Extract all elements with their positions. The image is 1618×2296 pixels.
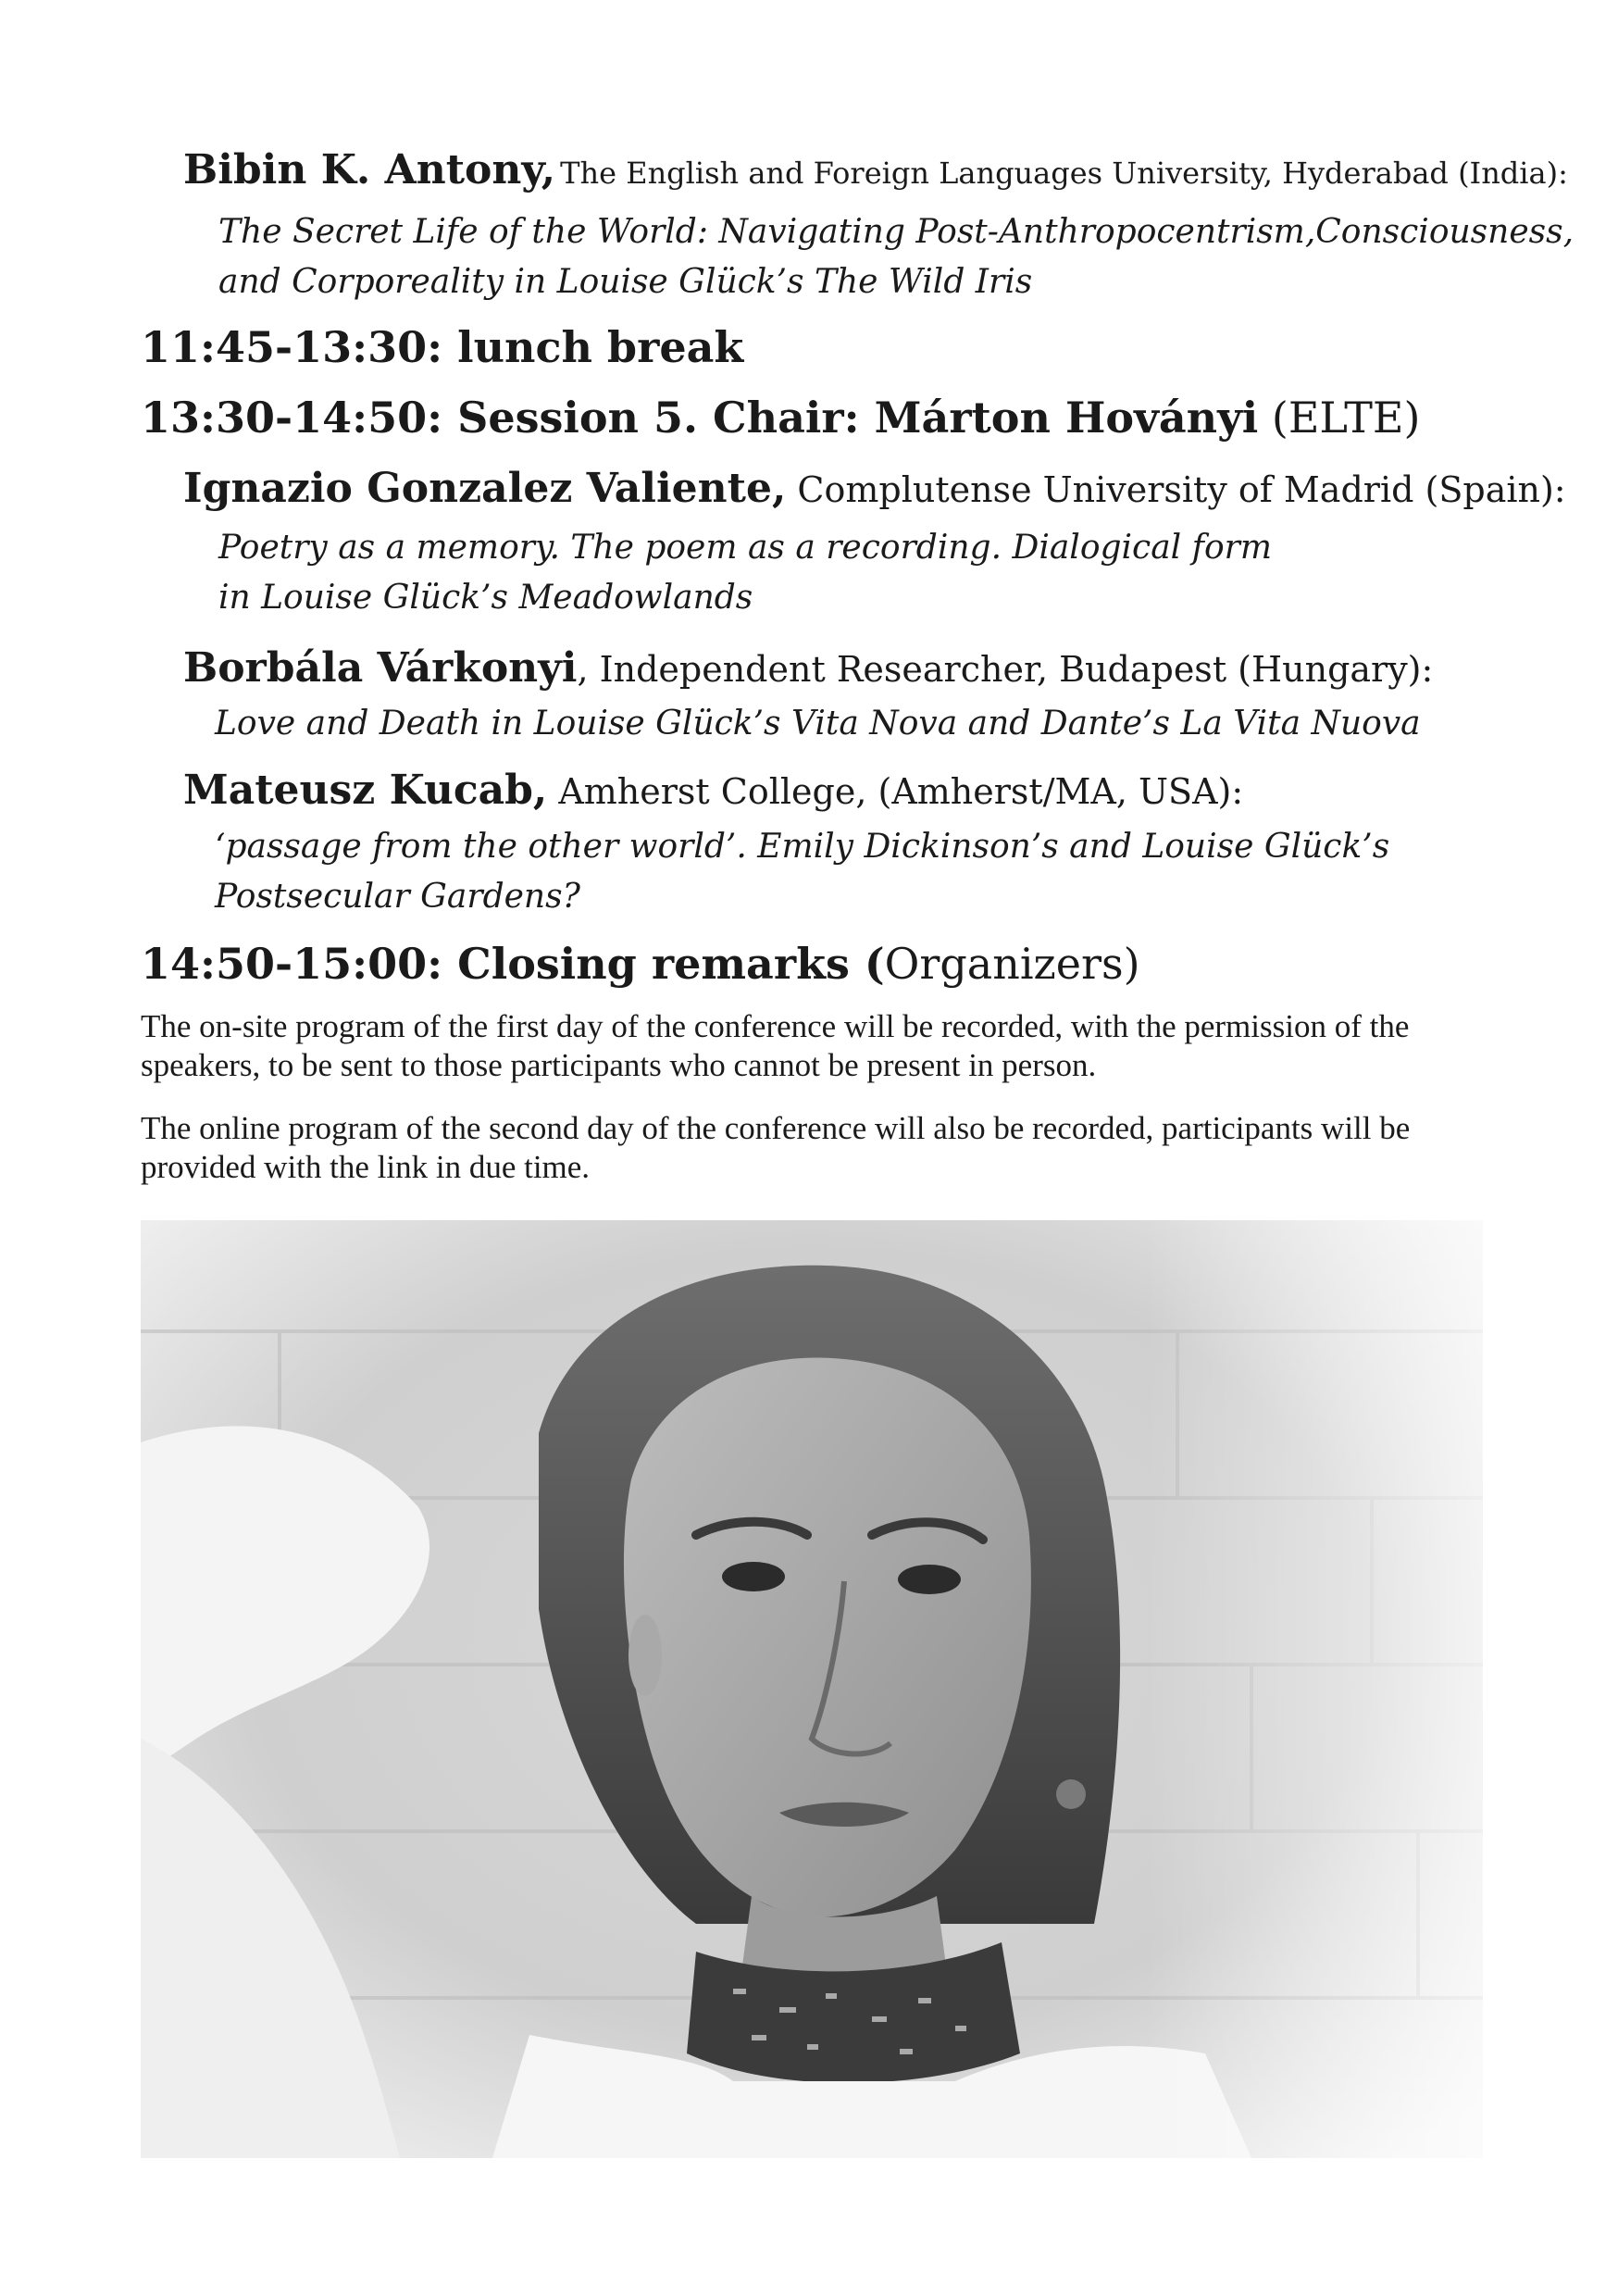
talk-title <box>215 699 1421 749</box>
talk-title-line: and Corporeality in Louise Glück’s The Wild Iris <box>218 263 1033 301</box>
speaker-affiliation: Amherst College, (Amherst/MA, USA): <box>547 771 1244 812</box>
closing-remarks-slot <box>141 939 1140 989</box>
lunch-break-slot <box>141 322 743 372</box>
talk-title <box>215 822 1389 922</box>
speaker-name: Borbála Várkonyi <box>183 644 578 692</box>
session-5-heading <box>141 393 1420 443</box>
chair-affiliation: (ELTE) <box>1258 393 1421 443</box>
portrait-image <box>141 1220 1483 2158</box>
session-heading: 13:30-14:50: Session 5. Chair: Márton Hoványi <box>141 393 1259 443</box>
speaker-name: Ignazio Gonzalez Valiente, <box>183 465 787 512</box>
note-onsite-recording: The on-site program of the first day of the conference will be recorded, with the permission of the speakers, to be sent to those participants who cannot be present in person. <box>141 1008 1410 1083</box>
speaker-affiliation: , Independent Researcher, Budapest (Hungary): <box>577 649 1434 690</box>
speaker-affiliation: The English and Foreign Languages University, Hyderabad (India): <box>560 156 1568 191</box>
talk-title <box>218 207 1574 307</box>
speaker-affiliation: Complutense University of Madrid (Spain): <box>786 469 1566 510</box>
note-online-recording: The online program of the second day of the conference will also be recorded, participants will be provided with the link in due time. <box>141 1110 1411 1185</box>
speaker-line-gonzalez <box>183 465 1566 512</box>
talk-title-line: Poetry as a memory. The poem as a recording. Dialogical form <box>218 529 1272 567</box>
talk-title-line: ‘passage from the other world’. Emily Dickinson’s and Louise Glück’s <box>215 828 1390 866</box>
slot-label: 11:45-13:30: lunch break <box>141 322 744 372</box>
closing-organizers: Organizers) <box>884 939 1140 989</box>
talk-title-line: Love and Death in Louise Glück’s Vita Nova and Dante’s La Vita Nuova <box>215 705 1421 742</box>
speaker-line-varkonyi <box>183 644 1433 692</box>
speaker-line-kucab <box>183 767 1243 814</box>
talk-title-line: Postsecular Gardens? <box>215 878 580 916</box>
talk-title-line: in Louise Glück’s Meadowlands <box>218 579 753 617</box>
speaker-line-antony <box>183 146 1568 193</box>
speaker-name: Bibin K. Antony, <box>183 146 556 193</box>
speaker-name: Mateusz Kucab, <box>183 767 548 814</box>
portrait-photo <box>141 1220 1483 2158</box>
closing-heading: 14:50-15:00: Closing remarks ( <box>141 939 885 989</box>
talk-title-line: The Secret Life of the World: Navigating Post-Anthropocentrism,Consciousness, <box>218 213 1574 251</box>
talk-title <box>218 523 1272 623</box>
